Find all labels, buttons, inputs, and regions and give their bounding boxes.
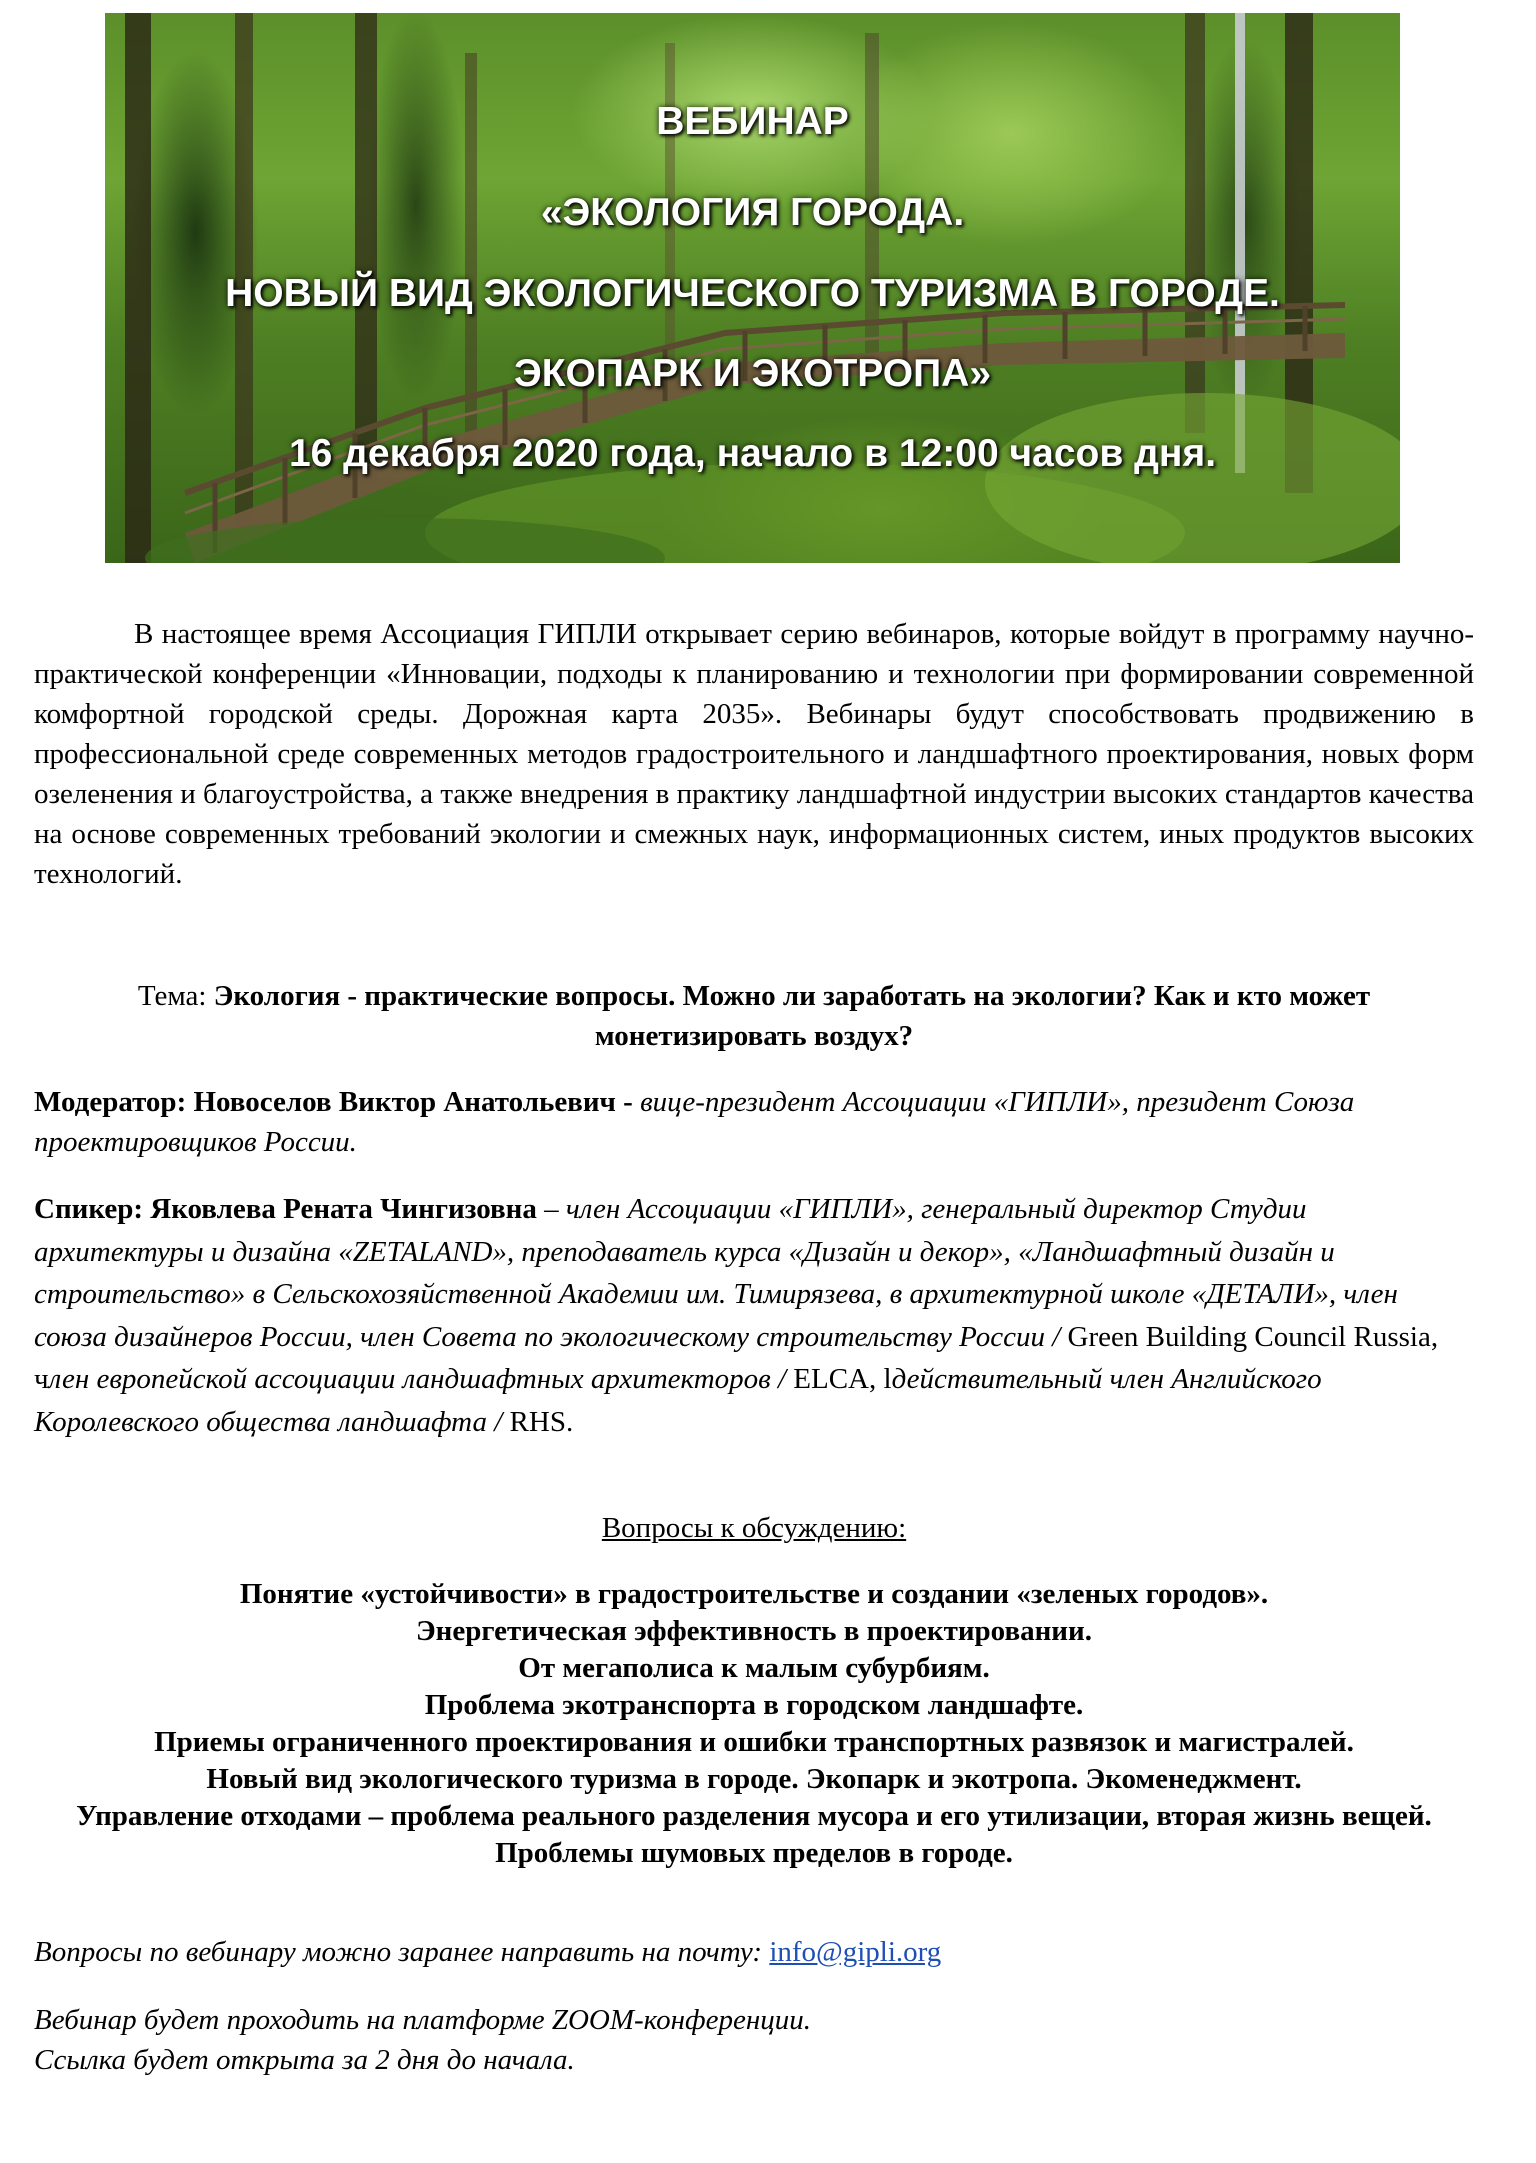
banner-title-line-1: ВЕБИНАР — [656, 100, 849, 143]
moderator-label: Модератор: Новоселов Виктор Анатольевич - — [34, 1086, 641, 1118]
issue-item: Новый вид экологического туризма в городе. Экопарк и экотропа. Экоменеджмент. — [206, 1763, 1302, 1795]
banner-date-line: 16 декабря 2020 года, начало в 12:00 часов дня. — [288, 432, 1217, 475]
zoom-line-1: Вебинар будет проходить на платформе ZOOM-конференции. — [34, 2004, 811, 2036]
topic-line — [34, 976, 1474, 1056]
intro-paragraph: В настоящее время Ассоциация ГИПЛИ открывает серию вебинаров, которые войдут в программу научно-практической конференции «Инновации, подходы к планированию и технологии при формировании современной комфортной городской среды. Дорожная карта 2035». Вебинары будут способствовать продвижению в профессиональной среде современных методов градостроительного и ландшафтного проектирования, новых форм озеленения и благоустройства, а также внедрения в практику ландшафтной индустрии высоких стандартов качества на основе современных требований экологии и смежных наук, информационных систем, иных продуктов высоких технологий. — [34, 618, 1474, 890]
email-link[interactable]: info@gipli.org — [769, 1936, 942, 1968]
banner-title — [105, 13, 1400, 563]
banner-title-line-2: «ЭКОЛОГИЯ ГОРОДА. — [540, 191, 965, 234]
speaker-elca: ELCA, l — [793, 1363, 892, 1395]
issue-item: Энергетическая эффективность в проектировании. — [416, 1615, 1092, 1647]
speaker-description-part-1: – член Ассоциации «ГИПЛИ», генеральный директор Студии архитектуры и дизайна «ZETALAND», преподаватель курса «Дизайн и декор», «Ландшафтный дизайн и строительство» в Сельскохозяйственной Академии им. Тимирязева, в архитектурной школе «ДЕТАЛИ», член союза дизайнеров России, член Совета по экологическому строительству России / — [34, 1193, 1398, 1353]
speaker-description-part-2: лен европейской ассоциации ландшафтных архитекторов / — [48, 1363, 794, 1395]
issues-list — [34, 1576, 1474, 1872]
issue-item: От мегаполиса к малым субурбиям. — [518, 1652, 990, 1684]
issue-item: Приемы ограниченного проектирования и ошибки транспортных развязок и магистралей. — [154, 1726, 1354, 1758]
topic-label: Тема: — [137, 980, 214, 1012]
banner-title-line-3: НОВЫЙ ВИД ЭКОЛОГИЧЕСКОГО ТУРИЗМА В ГОРОДЕ. — [225, 272, 1280, 315]
topic-text: Экология - практические вопросы. Можно ли заработать на экологии? Как и кто может монетизировать воздух? — [213, 980, 1371, 1052]
speaker-description-part-3: действительный член Английского Королевского общества ландшафта / — [34, 1363, 1322, 1438]
speaker-label: Спикер: Яковлева Рената Чингизовна — [34, 1193, 537, 1225]
speaker-rhs: RHS. — [509, 1405, 574, 1438]
moderator-paragraph — [34, 1082, 1474, 1162]
issue-item: Проблема экотранспорта в городском ландшафте. — [424, 1689, 1084, 1721]
contact-text: Вопросы по вебинару можно заранее направить на почту: — [34, 1936, 770, 1968]
issues-heading: Вопросы к обсуждению: — [601, 1512, 907, 1544]
issue-item: Понятие «устойчивости» в градостроительстве и создании «зеленых городов». — [239, 1578, 1269, 1610]
speaker-paragraph — [34, 1188, 1474, 1443]
moderator-description: вице-президент Ассоциации «ГИПЛИ», президент Союза проектировщиков России. — [34, 1086, 1355, 1158]
contact-line — [34, 1932, 1474, 1972]
issue-item: Проблемы шумовых пределов в городе. — [495, 1837, 1013, 1869]
banner-title-line-4: ЭКОПАРК И ЭКОТРОПА» — [513, 352, 992, 395]
forest-banner-image — [105, 13, 1400, 563]
zoom-info — [34, 2000, 1474, 2080]
issue-item: Управление отходами – проблема реального разделения мусора и его утилизации, вторая жизнь вещей. — [76, 1800, 1432, 1832]
zoom-line-2: Ссылка будет открыта за 2 дня до начала. — [34, 2044, 575, 2076]
speaker-gbc: Green Building Council Russia, ч — [34, 1320, 1439, 1395]
